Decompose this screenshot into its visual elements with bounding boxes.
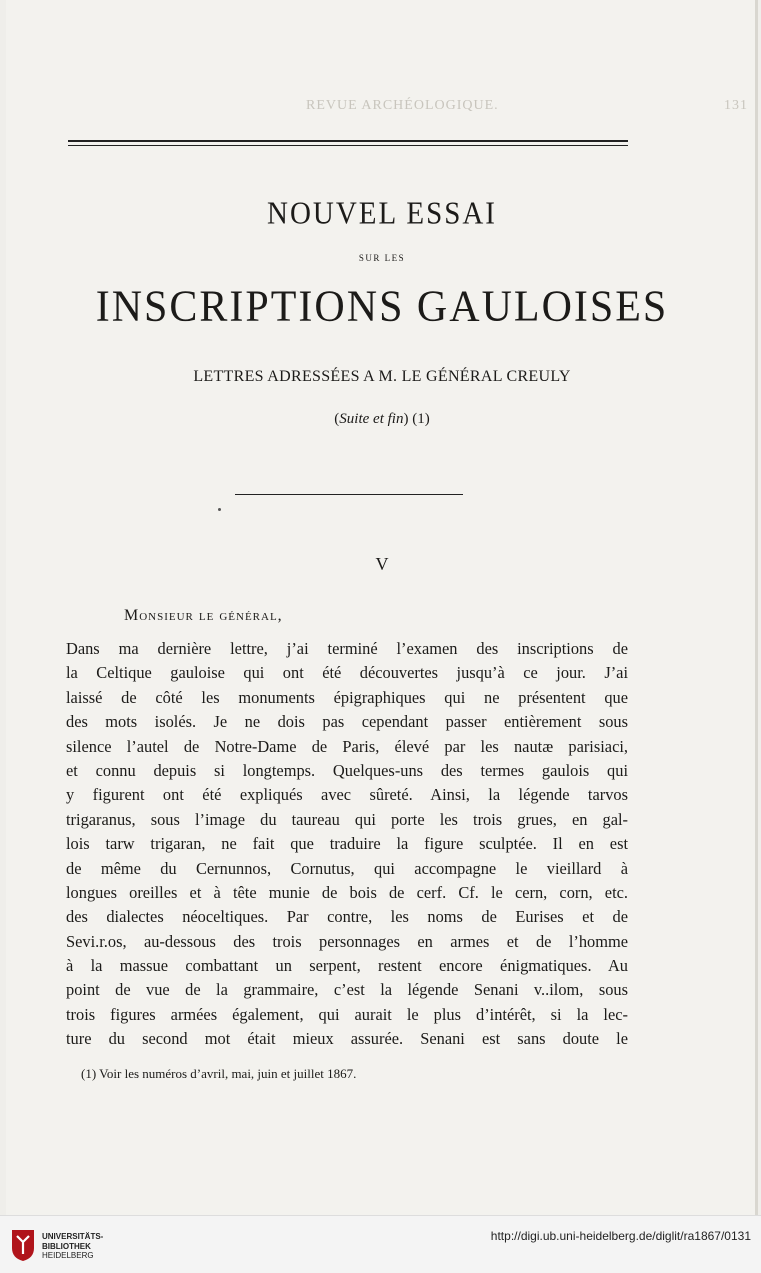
footnote: (1) Voir les numéros d’avril, mai, juin et juillet 1867. xyxy=(81,1066,357,1081)
body-line: point de vue de la grammaire, c’est la légende Senani v..ilom, sous xyxy=(66,980,628,1000)
suite-open: ( xyxy=(334,411,340,427)
body-line: ture du second mot était mieux assurée. Senani est sans doute le xyxy=(66,1029,628,1049)
body-line: et connu depuis si longtemps. Quelques-uns des termes gaulois qui xyxy=(66,760,628,780)
body-line: lois tarw trigaran, ne fait que traduire la figure sculptée. Il en est xyxy=(66,834,628,854)
salutation: Monsieur le général, xyxy=(124,607,283,624)
header-double-rule-bottom xyxy=(68,145,628,146)
body-line: y figurent ont été expliqués avec sûreté. Ainsi, la légende tarvos xyxy=(66,785,628,805)
section-number: V xyxy=(375,554,389,574)
logo-line-2: BIBLIOTHEK xyxy=(42,1241,91,1251)
section-divider xyxy=(235,494,463,495)
subtitle: LETTRES ADRESSÉES A M. LE GÉNÉRAL CREULY xyxy=(193,368,571,385)
body-line: la Celtique gauloise qui ont été découvertes jusqu’à ce jour. J’ai xyxy=(66,663,628,683)
body-line: des mots isolés. Je ne dois pas cependant passer entièrement sous xyxy=(66,712,628,732)
body-line: des dialectes néoceltiques. Par contre, les noms de Eurises et de xyxy=(66,907,628,927)
suite-italic: Suite et fin xyxy=(339,411,404,427)
permalink-url[interactable]: http://digi.ub.uni-heidelberg.de/diglit/ra1867/0131 xyxy=(490,1229,751,1243)
title-line-2: INSCRIPTIONS GAULOISES xyxy=(95,282,669,332)
body-line: silence l’autel de Notre-Dame de Paris, élevé par les nautæ parisiaci, xyxy=(66,736,628,756)
suite-et-fin xyxy=(6,411,758,428)
body-line: Sevi.r.os, au-dessous des trois personnages en armes et de l’homme xyxy=(66,931,628,951)
library-logo-text[interactable] xyxy=(42,1232,103,1261)
body-line: de même du Cernunnos, Cornutus, qui accompagne le vieillard à xyxy=(66,858,628,878)
viewer-footer xyxy=(0,1215,761,1273)
title-sur-les: SUR LES xyxy=(358,253,406,263)
show-through-header: REVUE ARCHÉOLOGIQUE. xyxy=(306,98,499,113)
body-line: à la massue combattant un serpent, restent encore énigmatiques. Au xyxy=(66,956,628,976)
title-line-1: NOUVEL ESSAI xyxy=(267,196,497,232)
header-double-rule-top xyxy=(68,140,628,142)
body-line: trois figures armées également, qui aurait le plus d’intérêt, si la lec- xyxy=(66,1004,628,1024)
body-line: Dans ma dernière lettre, j’ai terminé l’examen des inscriptions de xyxy=(66,639,628,658)
logo-line-3: HEIDELBERG xyxy=(42,1251,94,1260)
show-through-page-number: 131 xyxy=(724,98,748,113)
body-line: trigaranus, sous l’image du taureau qui porte les trois grues, en gal- xyxy=(66,809,628,829)
body-line: longues oreilles et à tête munie de bois de cerf. Cf. le cern, corn, etc. xyxy=(66,882,628,902)
suite-close: ) (1) xyxy=(403,411,430,427)
body-line: laissé de côté les monuments épigraphiques qui ne présentent que xyxy=(66,687,628,707)
scanned-page xyxy=(6,0,758,1215)
logo-line-1: UNIVERSITÄTS- xyxy=(42,1232,104,1241)
university-seal-icon[interactable] xyxy=(10,1228,36,1262)
body-text xyxy=(66,637,628,1052)
page-edge-shadow xyxy=(755,0,758,1215)
ink-speck xyxy=(218,508,221,511)
